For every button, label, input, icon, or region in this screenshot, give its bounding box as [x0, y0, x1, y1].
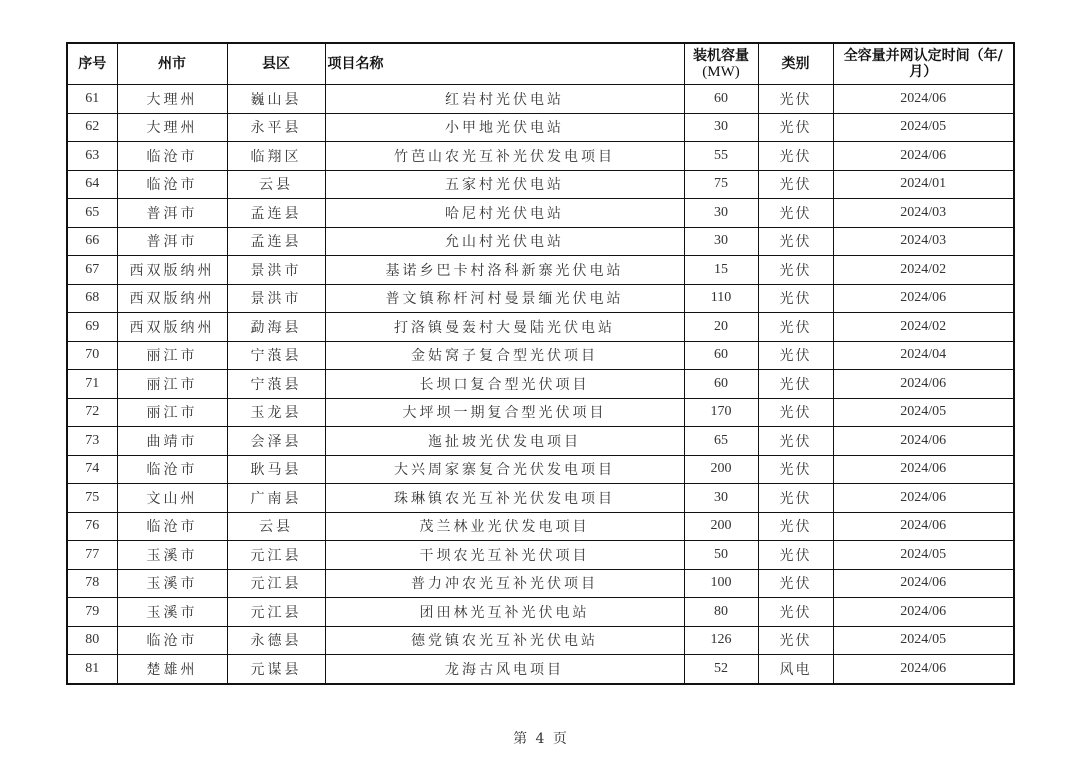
cell-grid-date: 2024/03 [833, 227, 1014, 256]
cell-project-name: 竹芭山农光互补光伏发电项目 [325, 142, 684, 171]
cell-seq: 71 [67, 370, 117, 399]
table-row [67, 142, 1014, 171]
cell-prefecture: 楚雄州 [117, 655, 227, 684]
header-capacity-line1: 装机容量 [693, 48, 749, 64]
cell-type: 光伏 [758, 199, 833, 228]
cell-capacity: 110 [684, 284, 758, 313]
table-row [67, 113, 1014, 142]
cell-project-name: 德党镇农光互补光伏电站 [325, 626, 684, 655]
cell-grid-date: 2024/04 [833, 341, 1014, 370]
cell-capacity: 30 [684, 227, 758, 256]
cell-seq: 80 [67, 626, 117, 655]
cell-prefecture: 临沧市 [117, 170, 227, 199]
cell-project-name: 长坝口复合型光伏项目 [325, 370, 684, 399]
cell-grid-date: 2024/06 [833, 427, 1014, 456]
cell-county: 勐海县 [227, 313, 325, 342]
cell-capacity: 100 [684, 569, 758, 598]
cell-seq: 73 [67, 427, 117, 456]
cell-county: 元江县 [227, 541, 325, 570]
cell-prefecture: 大理州 [117, 113, 227, 142]
cell-grid-date: 2024/06 [833, 142, 1014, 171]
cell-prefecture: 临沧市 [117, 512, 227, 541]
cell-project-name: 小甲地光伏电站 [325, 113, 684, 142]
cell-type: 风电 [758, 655, 833, 684]
cell-project-name: 龙海古风电项目 [325, 655, 684, 684]
cell-prefecture: 普洱市 [117, 199, 227, 228]
cell-county: 广南县 [227, 484, 325, 513]
cell-prefecture: 玉溪市 [117, 541, 227, 570]
cell-capacity: 55 [684, 142, 758, 171]
cell-grid-date: 2024/02 [833, 313, 1014, 342]
cell-type: 光伏 [758, 113, 833, 142]
cell-type: 光伏 [758, 455, 833, 484]
cell-project-name: 珠琳镇农光互补光伏发电项目 [325, 484, 684, 513]
cell-capacity: 75 [684, 170, 758, 199]
table-row [67, 313, 1014, 342]
cell-type: 光伏 [758, 227, 833, 256]
cell-capacity: 15 [684, 256, 758, 285]
cell-prefecture: 临沧市 [117, 142, 227, 171]
cell-seq: 68 [67, 284, 117, 313]
cell-capacity: 126 [684, 626, 758, 655]
table-row [67, 170, 1014, 199]
cell-grid-date: 2024/06 [833, 598, 1014, 627]
header-county: 县区 [227, 43, 325, 85]
cell-county: 永平县 [227, 113, 325, 142]
cell-capacity: 60 [684, 85, 758, 114]
cell-seq: 65 [67, 199, 117, 228]
cell-type: 光伏 [758, 142, 833, 171]
table-row [67, 398, 1014, 427]
cell-county: 景洪市 [227, 284, 325, 313]
header-grid-time-line1: 全容量并网认定时间（年/ [843, 48, 1003, 64]
table-row [67, 199, 1014, 228]
cell-project-name: 普力冲农光互补光伏项目 [325, 569, 684, 598]
cell-project-name: 五家村光伏电站 [325, 170, 684, 199]
cell-grid-date: 2024/02 [833, 256, 1014, 285]
cell-type: 光伏 [758, 284, 833, 313]
cell-capacity: 30 [684, 113, 758, 142]
cell-grid-date: 2024/05 [833, 398, 1014, 427]
table-row [67, 484, 1014, 513]
cell-capacity: 80 [684, 598, 758, 627]
header-type: 类别 [758, 43, 833, 85]
cell-seq: 61 [67, 85, 117, 114]
header-prefecture: 州市 [117, 43, 227, 85]
cell-county: 巍山县 [227, 85, 325, 114]
page-number: 第 4 页 [513, 731, 567, 747]
cell-project-name: 普文镇称杆河村曼景缅光伏电站 [325, 284, 684, 313]
cell-project-name: 基诺乡巴卡村洛科新寨光伏电站 [325, 256, 684, 285]
cell-capacity: 60 [684, 341, 758, 370]
cell-grid-date: 2024/06 [833, 484, 1014, 513]
cell-type: 光伏 [758, 541, 833, 570]
cell-seq: 81 [67, 655, 117, 684]
cell-type: 光伏 [758, 598, 833, 627]
cell-project-name: 干坝农光互补光伏项目 [325, 541, 684, 570]
cell-seq: 76 [67, 512, 117, 541]
cell-capacity: 30 [684, 484, 758, 513]
cell-county: 景洪市 [227, 256, 325, 285]
cell-prefecture: 西双版纳州 [117, 284, 227, 313]
cell-type: 光伏 [758, 398, 833, 427]
cell-grid-date: 2024/06 [833, 569, 1014, 598]
table-row [67, 655, 1014, 684]
cell-prefecture: 文山州 [117, 484, 227, 513]
cell-grid-date: 2024/06 [833, 85, 1014, 114]
cell-prefecture: 曲靖市 [117, 427, 227, 456]
cell-capacity: 30 [684, 199, 758, 228]
cell-type: 光伏 [758, 427, 833, 456]
header-capacity-unit: (MW) [702, 64, 740, 80]
cell-project-name: 迤扯坡光伏发电项目 [325, 427, 684, 456]
cell-prefecture: 大理州 [117, 85, 227, 114]
cell-type: 光伏 [758, 85, 833, 114]
cell-project-name: 打洛镇曼轰村大曼陆光伏电站 [325, 313, 684, 342]
table-header-row [67, 43, 1014, 85]
header-capacity [684, 43, 758, 85]
cell-seq: 72 [67, 398, 117, 427]
cell-project-name: 红岩村光伏电站 [325, 85, 684, 114]
cell-type: 光伏 [758, 569, 833, 598]
table-row [67, 227, 1014, 256]
cell-seq: 69 [67, 313, 117, 342]
cell-county: 耿马县 [227, 455, 325, 484]
cell-project-name: 允山村光伏电站 [325, 227, 684, 256]
cell-capacity: 50 [684, 541, 758, 570]
cell-seq: 64 [67, 170, 117, 199]
cell-county: 临翔区 [227, 142, 325, 171]
cell-capacity: 52 [684, 655, 758, 684]
cell-seq: 62 [67, 113, 117, 142]
cell-county: 宁蒗县 [227, 341, 325, 370]
cell-capacity: 60 [684, 370, 758, 399]
cell-county: 孟连县 [227, 199, 325, 228]
cell-county: 永德县 [227, 626, 325, 655]
cell-prefecture: 丽江市 [117, 341, 227, 370]
cell-seq: 70 [67, 341, 117, 370]
table-row [67, 598, 1014, 627]
header-grid-time-line2: 月） [909, 64, 938, 80]
cell-grid-date: 2024/05 [833, 541, 1014, 570]
cell-seq: 66 [67, 227, 117, 256]
cell-grid-date: 2024/01 [833, 170, 1014, 199]
cell-grid-date: 2024/06 [833, 455, 1014, 484]
cell-type: 光伏 [758, 256, 833, 285]
cell-type: 光伏 [758, 170, 833, 199]
table-row [67, 541, 1014, 570]
table-row [67, 284, 1014, 313]
cell-county: 云县 [227, 512, 325, 541]
cell-project-name: 团田林光互补光伏电站 [325, 598, 684, 627]
cell-county: 云县 [227, 170, 325, 199]
cell-county: 宁蒗县 [227, 370, 325, 399]
cell-type: 光伏 [758, 341, 833, 370]
cell-grid-date: 2024/06 [833, 284, 1014, 313]
cell-county: 元谋县 [227, 655, 325, 684]
cell-seq: 67 [67, 256, 117, 285]
cell-type: 光伏 [758, 512, 833, 541]
cell-county: 元江县 [227, 569, 325, 598]
header-seq: 序号 [67, 43, 117, 85]
cell-capacity: 170 [684, 398, 758, 427]
cell-capacity: 200 [684, 512, 758, 541]
cell-project-name: 大兴周家寨复合光伏发电项目 [325, 455, 684, 484]
cell-capacity: 20 [684, 313, 758, 342]
table-row [67, 626, 1014, 655]
cell-seq: 78 [67, 569, 117, 598]
cell-type: 光伏 [758, 484, 833, 513]
cell-county: 会泽县 [227, 427, 325, 456]
cell-type: 光伏 [758, 370, 833, 399]
cell-project-name: 金姑窝子复合型光伏项目 [325, 341, 684, 370]
cell-prefecture: 丽江市 [117, 370, 227, 399]
table-row [67, 256, 1014, 285]
cell-grid-date: 2024/05 [833, 113, 1014, 142]
cell-seq: 75 [67, 484, 117, 513]
table-row [67, 341, 1014, 370]
cell-grid-date: 2024/06 [833, 655, 1014, 684]
cell-type: 光伏 [758, 626, 833, 655]
cell-county: 元江县 [227, 598, 325, 627]
header-project-name: 项目名称 [325, 43, 684, 85]
table-row [67, 85, 1014, 114]
cell-grid-date: 2024/03 [833, 199, 1014, 228]
table-row [67, 427, 1014, 456]
projects-table [66, 42, 1015, 685]
cell-prefecture: 丽江市 [117, 398, 227, 427]
cell-prefecture: 玉溪市 [117, 598, 227, 627]
table-row [67, 569, 1014, 598]
cell-project-name: 大坪坝一期复合型光伏项目 [325, 398, 684, 427]
cell-seq: 63 [67, 142, 117, 171]
cell-seq: 74 [67, 455, 117, 484]
cell-county: 玉龙县 [227, 398, 325, 427]
header-grid-time [833, 43, 1014, 85]
cell-grid-date: 2024/05 [833, 626, 1014, 655]
cell-prefecture: 玉溪市 [117, 569, 227, 598]
cell-capacity: 65 [684, 427, 758, 456]
cell-type: 光伏 [758, 313, 833, 342]
cell-prefecture: 普洱市 [117, 227, 227, 256]
cell-county: 孟连县 [227, 227, 325, 256]
cell-grid-date: 2024/06 [833, 512, 1014, 541]
table-row [67, 370, 1014, 399]
cell-prefecture: 临沧市 [117, 626, 227, 655]
cell-prefecture: 临沧市 [117, 455, 227, 484]
cell-project-name: 哈尼村光伏电站 [325, 199, 684, 228]
cell-project-name: 茂兰林业光伏发电项目 [325, 512, 684, 541]
table-row [67, 512, 1014, 541]
table-body [67, 85, 1014, 684]
cell-capacity: 200 [684, 455, 758, 484]
cell-prefecture: 西双版纳州 [117, 256, 227, 285]
table-row [67, 455, 1014, 484]
cell-prefecture: 西双版纳州 [117, 313, 227, 342]
cell-seq: 77 [67, 541, 117, 570]
cell-seq: 79 [67, 598, 117, 627]
cell-grid-date: 2024/06 [833, 370, 1014, 399]
